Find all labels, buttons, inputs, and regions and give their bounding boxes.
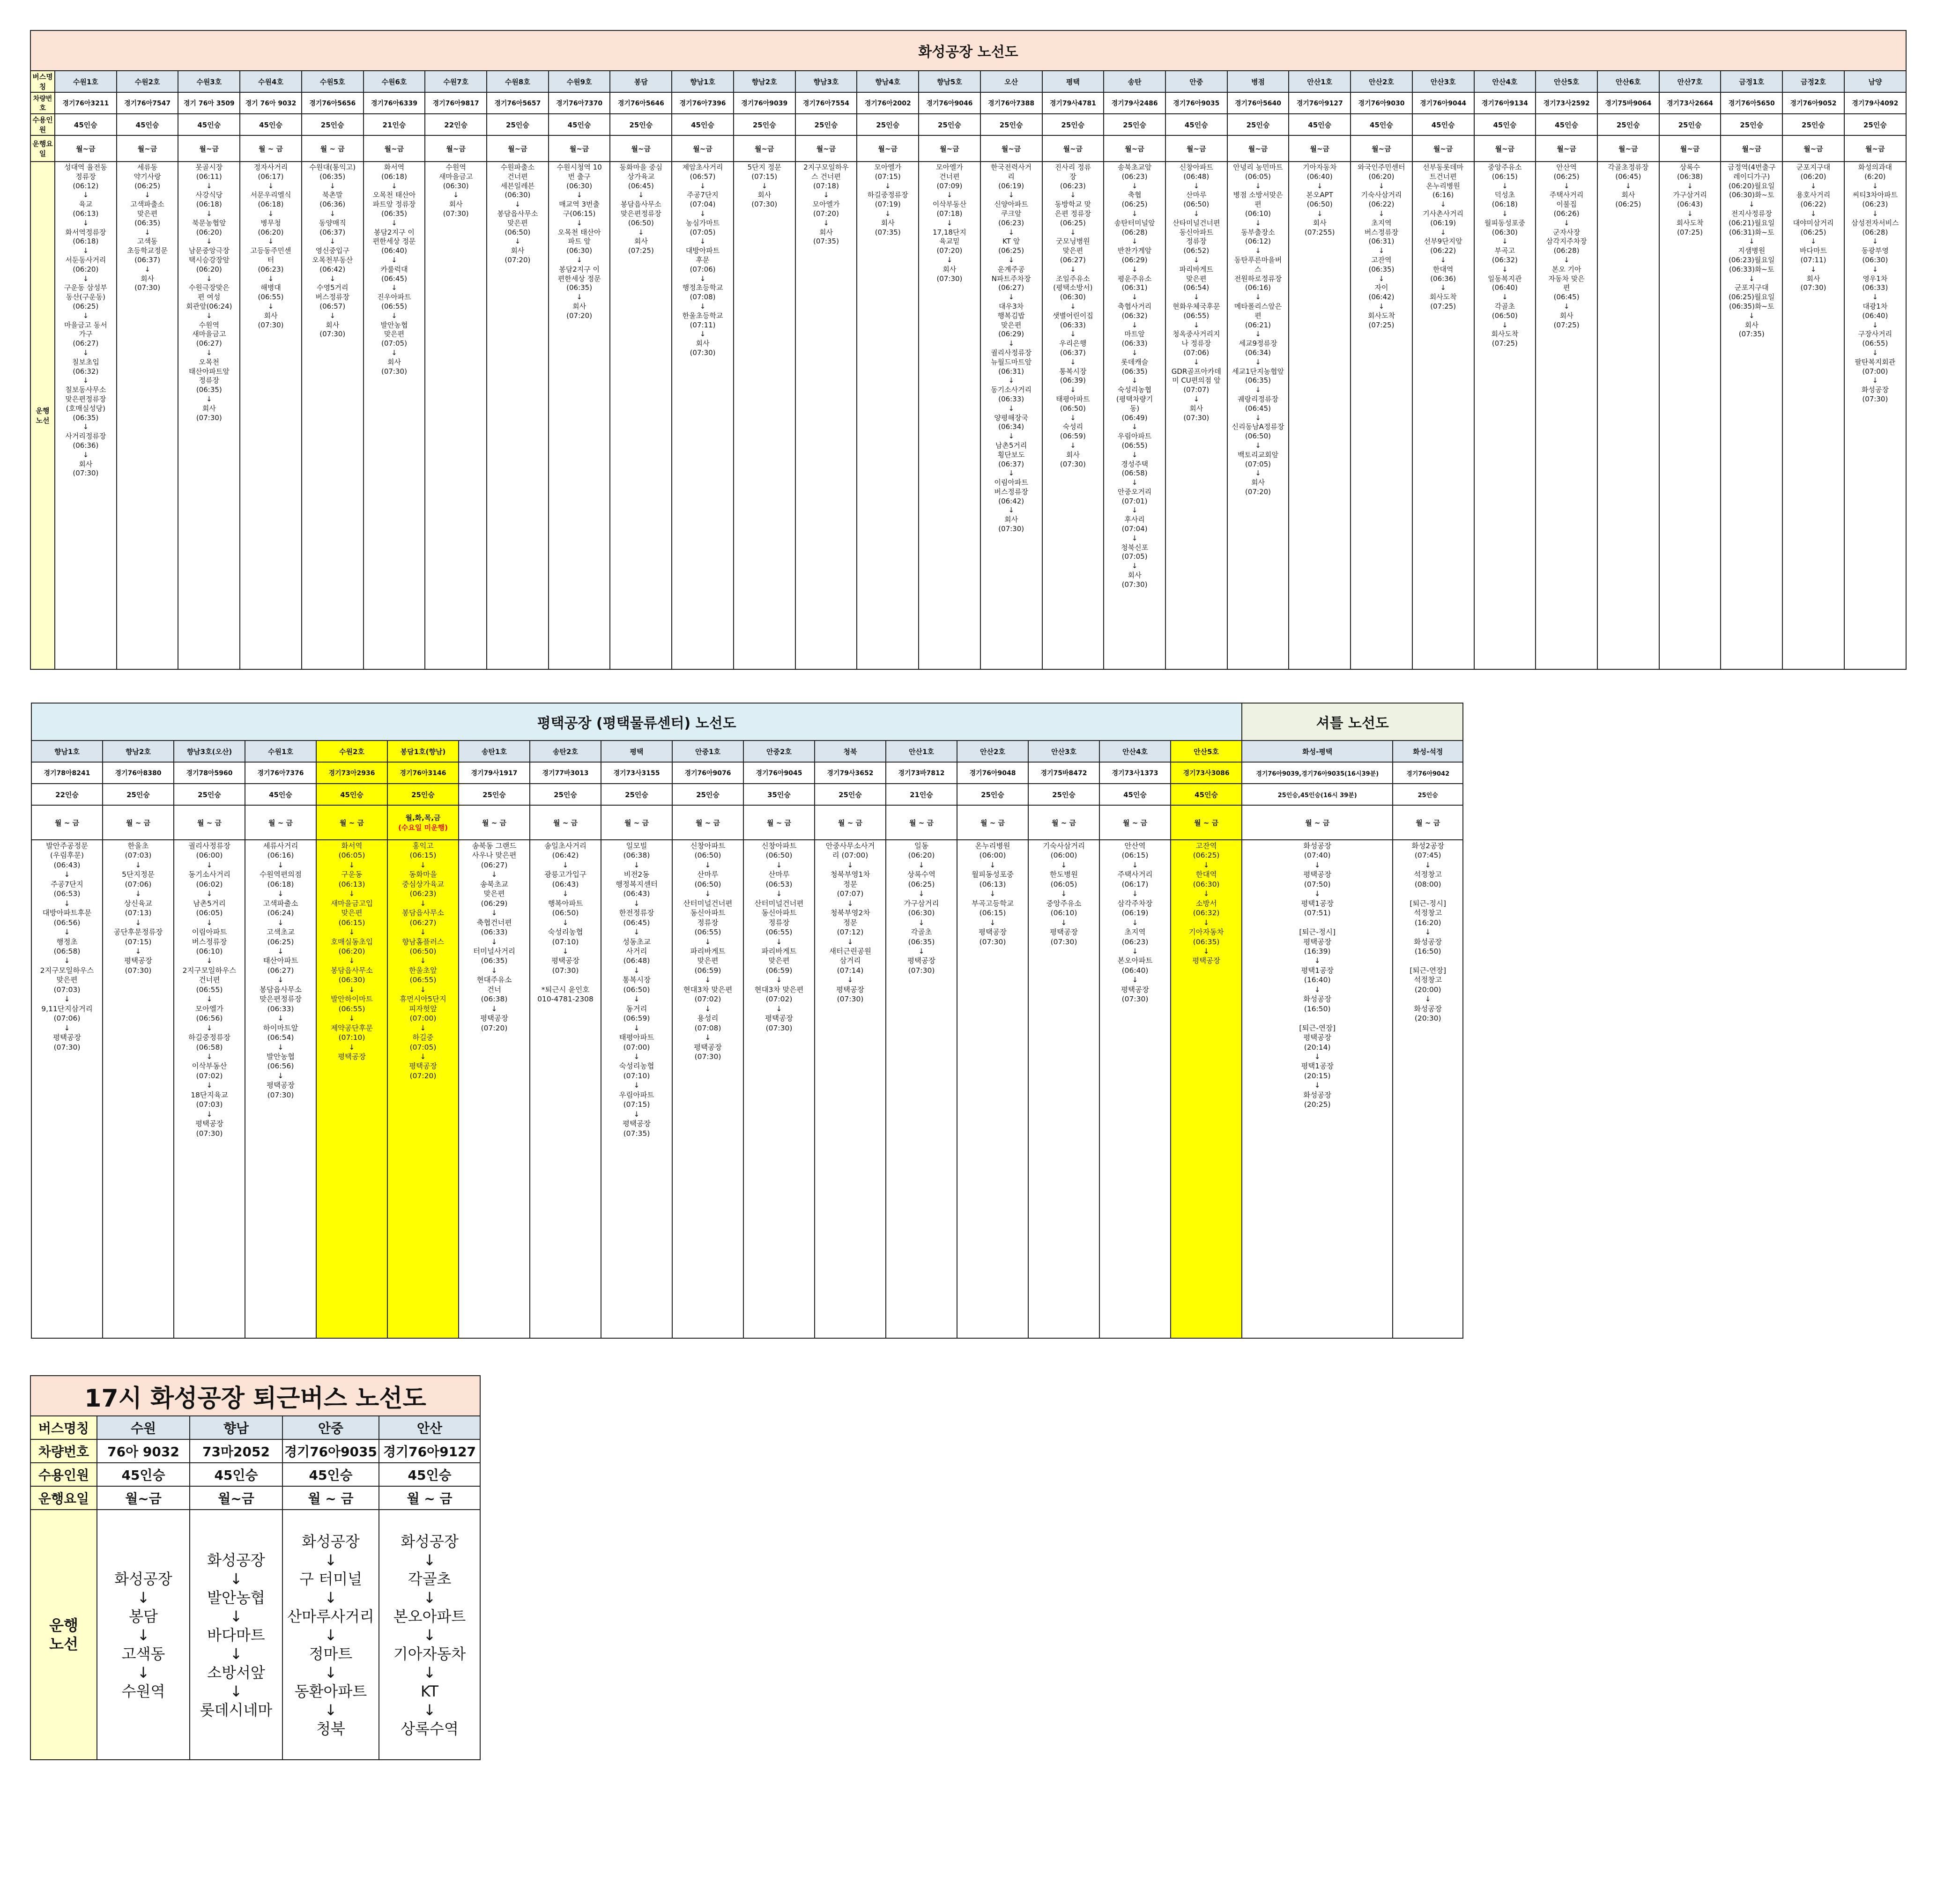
bus-name-cell: 안산1호 xyxy=(886,741,957,762)
evening-bus-name-cell: 안산 xyxy=(379,1416,480,1439)
evening-days-cell: 월~금 xyxy=(97,1486,190,1510)
capacity-cell: 25인승 xyxy=(1721,114,1782,135)
shuttle-route-cell: 화성2공장 (07:45) ↓ 석정창고 (08:00) [퇴근-정시] 석정창고 (16:20) ↓ 화성공장 (16:50) [퇴근-연장] 석정창고 (20:00) ↓ 화성공장 (20:30) xyxy=(1393,840,1463,1338)
evening-days-cell: 월 ~ 금 xyxy=(282,1486,379,1510)
capacity-cell: 25인승 xyxy=(1597,114,1659,135)
capacity-cell: 25인승 xyxy=(795,114,857,135)
shuttle-capacity-cell: 25인승 xyxy=(1393,784,1463,805)
capacity-cell: 45인승 xyxy=(1099,784,1171,805)
route-cell: 송북동 그랜드 사우나 맞은편 (06:27) ↓ 송북초교 맞은편 (06:29) ↓ 축협건너편 (06:33) ↓ 터미널사거리 (06:35) ↓ 현대주유소 건너 (06:38) ↓ 평택공장 (07:20) xyxy=(459,840,530,1338)
days-cell: 월~금 xyxy=(1597,135,1659,162)
plate-cell: 경기79사1917 xyxy=(459,762,530,784)
days-cell: 월~금 xyxy=(1721,135,1782,162)
route-cell: 수원역 새마을금고 (06:30) ↓ 회사 (07:30) xyxy=(425,162,487,669)
capacity-cell: 45인승 xyxy=(117,114,178,135)
evening-days-cell: 월~금 xyxy=(190,1486,282,1510)
evening-plate-cell: 73마2052 xyxy=(190,1439,282,1463)
days-cell: 월 ~ 금 xyxy=(316,805,387,840)
bus-name-cell: 금정2호 xyxy=(1782,71,1844,92)
route-cell: 못골시장 (06:11) ↓ 사강식당 (06:18) ↓ 북문농협앞 (06:20) ↓ 남문중앙극장 택시승강장앞 (06:20) ↓ 수원극장맞은 편 여성 회관앞(06:24) ↓ 수원역 새마을금고 (06:27) ↓ 오목천 태산아파트앞 정류장 (06:35) ↓ 회사 (07:30) xyxy=(178,162,240,669)
days-cell: 월~금 xyxy=(1104,135,1165,162)
capacity-cell: 25인승 xyxy=(487,114,549,135)
route-cell: 세류동 약기사랑 (06:25) ↓ 고색파출소 맞은편 (06:35) ↓ 고색동 초등학교정문 (06:37) ↓ 회사 (07:30) xyxy=(117,162,178,669)
shuttle-days-cell: 월 ~ 금 xyxy=(1242,805,1393,840)
capacity-cell: 25인승 xyxy=(734,114,795,135)
bus-name-cell: 안산5호 xyxy=(1536,71,1597,92)
route-cell: 제암초사거리 (06:57) ↓ 주공7단지 (07:04) ↓ 농심가마트 (07:05) ↓ 대방아파트 후문 (07:06) ↓ 행정초등학교 (07:08) ↓ 한울초등학교 (07:11) ↓ 회사 (07:30) xyxy=(672,162,734,669)
route-cell: 화성의과대 (6:20) ↓ 씨티3차아파트 (06:23) ↓ 삼성전자서비스 (06:28) ↓ 동광부영 (06:30) ↓ 영우1차 (06:33) ↓ 대광1차 (06:40) ↓ 구장사거리 (06:55) ↓ 팔탄복지회관 (07:00) ↓ 화성공장 (07:30) xyxy=(1844,162,1906,669)
capacity-cell: 25인승 xyxy=(601,784,672,805)
route-cell: 세류사거리 (06:16) ↓ 수원역편의점 (06:18) ↓ 고색파출소 (06:24) ↓ 고색초교 (06:25) ↓ 태산아파트 (06:27) ↓ 봉담읍사무소 맞은편정류장 (06:33) ↓ 하이마트앞 (06:54) ↓ 발안농협 (06:56) ↓ 평택공장 (07:30) xyxy=(245,840,316,1338)
route-cell: 온누리병원 (06:00) ↓ 월피동성포중 (06:13) ↓ 부곡고등학교 (06:15) ↓ 평택공장 (07:30) xyxy=(957,840,1028,1338)
plate-cell: 경기 76아 3509 xyxy=(178,92,240,114)
route-cell: 진사리 정류 장 (06:23) ↓ 동방학교 맞 은편 정류장 (06:25) ↓ 굿모닝병원 맞은편 (06:27) ↓ 조일주유소 (평택소방서) (06:30) ↓ 샛별어린이집 (06:33) ↓ 우리은행 (06:37) ↓ 통복시장 (06:39) ↓ 태평아파트 (06:50) ↓ 숙성리 (06:59) ↓ 회사 (07:30) xyxy=(1042,162,1104,669)
bus-name-cell: 남양 xyxy=(1844,71,1906,92)
route-cell: 궐리사정류장 (06:00) ↓ 동기소사거리 (06:02) ↓ 남촌5거리 (06:05) ↓ 이림아파트 버스정류장 (06:10) ↓ 2지구모일하우스 건너편 (06:55) ↓ 모아엘가 (06:56) ↓ 하길중정류장 (06:58) ↓ 이삭부동산 (07:02) ↓ 18단지육교 (07:03) ↓ 평택공장 (07:30) xyxy=(174,840,245,1338)
bus-name-cell: 송탄1호 xyxy=(459,741,530,762)
plate-cell: 경기78아8241 xyxy=(31,762,103,784)
capacity-cell: 45인승 xyxy=(1412,114,1474,135)
plate-cell: 경기76아8380 xyxy=(103,762,174,784)
plate-cell: 경기76아9035 xyxy=(1165,92,1227,114)
plate-cell: 경기76아7388 xyxy=(980,92,1042,114)
capacity-cell: 25인승 xyxy=(1659,114,1721,135)
route-cell: 안중사무소사거 리 (07:00) ↓ 청북부영1차 정문 (07:07) ↓ 청북부영2차 정문 (07:12) ↓ 새터근린공원 삼거리 (07:14) ↓ 평택공장 (07:30) xyxy=(815,840,886,1338)
bus-name-cell: 병점 xyxy=(1227,71,1289,92)
days-label: 운행요일 xyxy=(30,1486,97,1510)
route-cell: 일동 (06:20) ↓ 상록수역 (06:25) ↓ 가구삼거리 (06:30) ↓ 각골초 (06:35) ↓ 평택공장 (07:30) xyxy=(886,840,957,1338)
bus-name-cell: 향남5호 xyxy=(919,71,980,92)
capacity-cell: 25인승 xyxy=(459,784,530,805)
route-cell: 수원파출소 건너편 세븐일레븐 (06:30) ↓ 봉담읍사무소 맞은편 (06:50) ↓ 회사 (07:20) xyxy=(487,162,549,669)
capacity-cell: 25인승 xyxy=(957,784,1028,805)
bus-name-cell: 수원6호 xyxy=(364,71,425,92)
evening-capacity-cell: 45인승 xyxy=(97,1463,190,1486)
route-cell: 와국인주민센터 (06:20) ↓ 기숙사삼거리 (06:22) ↓ 초지역 버스정류장 (06:31) ↓ 고잔역 (06:35) ↓ 자이 (06:42) ↓ 회사도착 (07:25) xyxy=(1351,162,1412,669)
bus_name-label: 버스명칭 xyxy=(30,1416,97,1439)
plate-cell: 경기76아5650 xyxy=(1721,92,1782,114)
capacity-cell: 22인승 xyxy=(31,784,103,805)
bus-name-cell: 수원7호 xyxy=(425,71,487,92)
plate-cell: 경기76아7396 xyxy=(672,92,734,114)
bus-name-cell: 안산3호 xyxy=(1412,71,1474,92)
capacity-cell: 25인승 xyxy=(387,784,459,805)
route-cell: 발안주공정문 (우림후문) (06:43) ↓ 주공7단지 (06:53) ↓ 대방아파트후문 (06:56) ↓ 행정초 (06:58) ↓ 2지구모일하우스 맞은편 (07:03) ↓ 9,11단지삼거리 (07:06) ↓ 평택공장 (07:30) xyxy=(31,840,103,1338)
capacity-cell: 25인승 xyxy=(530,784,601,805)
bus-name-cell: 안중 xyxy=(1165,71,1227,92)
capacity-cell: 45인승 xyxy=(672,114,734,135)
route-cell: 수원대(통익고) (06:35) ↓ 북촌말 (06:36) ↓ 동양매직 (06:37) ↓ 영신중입구 오목천부동산 (06:42) ↓ 수영5거리 버스정류장 (06:57) ↓ 회사 (07:30) xyxy=(302,162,364,669)
capacity-cell: 45인승 xyxy=(316,784,387,805)
capacity-cell: 25인승 xyxy=(1042,114,1104,135)
days-cell: 월~금 xyxy=(1289,135,1351,162)
capacity-cell: 45인승 xyxy=(1351,114,1412,135)
days-cell: 월 ~ 금 xyxy=(886,805,957,840)
plate-cell: 경기76아9134 xyxy=(1474,92,1536,114)
evening-bus-name-cell: 안중 xyxy=(282,1416,379,1439)
evening-days-cell: 월 ~ 금 xyxy=(379,1486,480,1510)
plate-cell: 경기76아7547 xyxy=(117,92,178,114)
capacity-cell: 45인승 xyxy=(178,114,240,135)
bus-name-cell: 안산4호 xyxy=(1474,71,1536,92)
evening-bus-name-cell: 향남 xyxy=(190,1416,282,1439)
days-cell: 월~금 xyxy=(980,135,1042,162)
days-cell: 월~금 xyxy=(1844,135,1906,162)
plate-cell: 경기76아6339 xyxy=(364,92,425,114)
bus-name-cell: 향남1호 xyxy=(31,741,103,762)
days-cell: 월 ~ 금 xyxy=(1171,805,1242,840)
evening-route-cell: 화성공장 ↓ 각골초 ↓ 본오아파트 ↓ 기아자동차 ↓ KT ↓ 상록수역 xyxy=(379,1510,480,1760)
capacity-cell: 21인승 xyxy=(886,784,957,805)
bus-name-cell: 수원3호 xyxy=(178,71,240,92)
bus-name-cell: 향남2호 xyxy=(734,71,795,92)
bus-name-cell: 향남3호(오산) xyxy=(174,741,245,762)
evening-plate-cell: 경기76아9035 xyxy=(282,1439,379,1463)
bus-name-cell: 청북 xyxy=(815,741,886,762)
evening-route-cell: 화성공장 ↓ 구 터미널 ↓ 산마루사거리 ↓ 정마트 ↓ 동환아파트 ↓ 청북 xyxy=(282,1510,379,1760)
route-cell: 일모빌 (06:38) ↓ 비전2동 행정복지센터 (06:43) ↓ 한전정류장 (06:45) ↓ 성동초교 사거리 (06:48) ↓ 통복시장 (06:50) ↓ 동거리 (06:59) ↓ 태평아파트 (07:00) ↓ 숙성리농협 (07:10) ↓ 우림아파트 (07:15) ↓ 평택공장 (07:35) xyxy=(601,840,672,1338)
bus-name-cell: 봉담 xyxy=(610,71,672,92)
route-cell: 안녕리 농민마트 (06:05) ↓ 병점 소방서맞은 편 (06:10) ↓ 동부출장소 (06:12) ↓ 동탄푸른마을버 스 전원하로정류장 (06:16) ↓ 메타폴리스앞은 편 (06:21) ↓ 세교9정류장 (06:34) ↓ 세교1단지농협앞 (06:35) ↓ 궤랑리정류장 (06:45) ↓ 신리동남A정류장 (06:50) ↓ 백토리교회앞 (07:05) ↓ 회사 (07:20) xyxy=(1227,162,1289,669)
days-cell: 월~금 xyxy=(1165,135,1227,162)
capacity-cell: 45인승 xyxy=(240,114,302,135)
route-cell: 상록수 (06:38) ↓ 가구삼거리 (06:43) ↓ 회사도착 (07:25) xyxy=(1659,162,1721,669)
evening-plate-cell: 76아 9032 xyxy=(97,1439,190,1463)
bus-name-cell: 수원5호 xyxy=(302,71,364,92)
plate-cell: 경기77바3013 xyxy=(530,762,601,784)
evening-plate-cell: 경기76아9127 xyxy=(379,1439,480,1463)
days-cell: 월 ~ 금 xyxy=(1099,805,1171,840)
days-cell: 월~금 xyxy=(364,135,425,162)
capacity-cell: 25인승 xyxy=(980,114,1042,135)
bus-name-cell: 안산2호 xyxy=(1351,71,1412,92)
bus-name-cell: 오산 xyxy=(980,71,1042,92)
days-cell: 월~금 xyxy=(1227,135,1289,162)
days-cell: 월 ~ 금 xyxy=(103,805,174,840)
days-cell: 월~금 xyxy=(117,135,178,162)
capacity-cell: 35인승 xyxy=(743,784,815,805)
route-cell: 2지구모일하우 스 건너편 (07:18) ↓ 모아엘가 (07:20) ↓ 회사 (07:35) xyxy=(795,162,857,669)
capacity-cell: 25인승 xyxy=(815,784,886,805)
capacity-cell: 25인승 xyxy=(1782,114,1844,135)
days-cell: 월~금 xyxy=(1474,135,1536,162)
bus-name-cell: 안중1호 xyxy=(672,741,743,762)
days-cell: 월~금 xyxy=(549,135,610,162)
plate-cell: 경기73아2936 xyxy=(316,762,387,784)
capacity-cell: 45인승 xyxy=(549,114,610,135)
plate-cell: 경기76아2002 xyxy=(857,92,919,114)
bus-name-cell: 봉담1호(향남) xyxy=(387,741,459,762)
days-cell: 월~금 xyxy=(610,135,672,162)
days-cell: 월 ~ 금 xyxy=(174,805,245,840)
plate-cell: 경기76아5657 xyxy=(487,92,549,114)
route-cell: 화서역 (06:05) ↓ 구운동 (06:13) ↓ 새마을금고입 맞은편 (06:15) ↓ 호매실동초입 (06:20) ↓ 봉담읍사무소 (06:30) ↓ 발안하이마트 (06:55) ↓ 제약공단후문 (07:10) ↓ 평택공장 xyxy=(316,840,387,1338)
route-cell: 정자사거리 (06:17) ↓ 서문우리엘식 (06:18) ↓ 병무청 (06:20) ↓ 고등동주민센 터 (06:23) ↓ 해병대 (06:55) ↓ 회사 (07:30) xyxy=(240,162,302,669)
capacity-cell: 25인승 xyxy=(857,114,919,135)
plate-cell: 경기73사1373 xyxy=(1099,762,1171,784)
route-cell: 송일초사거리 (06:42) ↓ 광릉고가입구 (06:43) ↓ 행복아파트 (06:50) ↓ 숙성리농협 (07:10) ↓ 평택공장 (07:30) *퇴근시 윤인호 010-4781-2308 xyxy=(530,840,601,1338)
bus-name-cell: 수원2호 xyxy=(117,71,178,92)
capacity-label: 수용인원 xyxy=(30,114,55,135)
plate-cell: 경기76아9039 xyxy=(734,92,795,114)
bus-name-cell: 수원4호 xyxy=(240,71,302,92)
evening-capacity-cell: 45인승 xyxy=(282,1463,379,1486)
days-cell: 월~금 xyxy=(795,135,857,162)
plate-cell: 경기73사3086 xyxy=(1171,762,1242,784)
days-cell: 월~금 xyxy=(1351,135,1412,162)
bus-name-cell: 안산2호 xyxy=(957,741,1028,762)
hwaseong-title: 화성공장 노선도 xyxy=(30,30,1906,71)
route-cell: 모아엘가 (07:15) ↓ 하길중정류장 (07:19) ↓ 회사 (07:35) xyxy=(857,162,919,669)
route-cell: 금정역(4번출구 레이디가구) (06:20)월요일 (06:30)화~토 ↓ 전지사정류장 (06:21)월요일 (06:31)화~토 ↓ 지샘병원 (06:23)월요일 (06:33)화~토 ↓ 군포지구대 (06:25)월요일 (06:35)화~토 ↓ 회사 (07:35) xyxy=(1721,162,1782,669)
route-cell: 기숙사삼거리 (06:00) ↓ 한도병원 (06:05) ↓ 중앙주유소 (06:10) ↓ 평택공장 (07:30) xyxy=(1028,840,1099,1338)
days-cell: 월~금 xyxy=(425,135,487,162)
route-cell: 기아자동차 (06:40) ↓ 본오APT (06:50) ↓ 회사 (07:255) xyxy=(1289,162,1351,669)
plate-cell: 경기78아5960 xyxy=(174,762,245,784)
plate-cell: 경기79사4781 xyxy=(1042,92,1104,114)
bus-name-cell: 향남1호 xyxy=(672,71,734,92)
plate-cell: 경기76아9052 xyxy=(1782,92,1844,114)
days-cell: 월~금 xyxy=(178,135,240,162)
days-cell: 월 ~ 금 xyxy=(245,805,316,840)
days-cell: 월~금 xyxy=(734,135,795,162)
days-cell: 월~금 xyxy=(1536,135,1597,162)
capacity-cell: 45인승 xyxy=(245,784,316,805)
bus-name-cell: 수원1호 xyxy=(245,741,316,762)
capacity-label: 수용인원 xyxy=(30,1463,97,1486)
days-cell: 월~금 xyxy=(1782,135,1844,162)
route-cell: 한국전력사거 리 (06:19) ↓ 신양아파트 쿠크앞 (06:23) ↓ KT 앞 (06:25) ↓ 운계주공 N파트주차장 (06:27) ↓ 대우3차 행복김밥 맞은편 (06:29) ↓ 궐리사정류장 뉴월드마트앞 (06:31) ↓ 동기소사거리 (06:33) ↓ 양평해장국 (06:34) ↓ 남촌5거리 횡단보도 (06:37) ↓ 이림아파트 버스정류장 (06:42) ↓ 회사 (07:30) xyxy=(980,162,1042,669)
days-cell: 월 ~ 금 xyxy=(957,805,1028,840)
plate-cell: 경기76아5646 xyxy=(610,92,672,114)
capacity-cell: 25인승 xyxy=(610,114,672,135)
evening-route-cell: 화성공장 ↓ 발안농협 ↓ 바다마트 ↓ 소방서앞 ↓ 롯데시네마 xyxy=(190,1510,282,1760)
route-cell: 5단지 정문 (07:15) ↓ 회사 (07:30) xyxy=(734,162,795,669)
evening-route-cell: 화성공장 ↓ 봉담 ↓ 고색동 ↓ 수원역 xyxy=(97,1510,190,1760)
route-cell: 수원시청역 10 번 출구 (06:30) ↓ 매교역 3번출 구(06:15) ↓ 오목천 태산아 파트 앞 (06:30) ↓ 봉담2지구 이 편한세상 정문 (06:35) ↓ 회사 (07:20) xyxy=(549,162,610,669)
days-cell: 월~금 xyxy=(1042,135,1104,162)
bus-name-cell: 평택 xyxy=(1042,71,1104,92)
days-cell: 월~금 xyxy=(672,135,734,162)
days-value: 월,화,목,금 xyxy=(405,814,441,822)
days-cell: 월~금 xyxy=(919,135,980,162)
days-cell: 월 ~ 금 xyxy=(601,805,672,840)
route-cell: 각골초정류장 (06:45) ↓ 회사 (06:25) xyxy=(1597,162,1659,669)
bus-name-cell: 안산6호 xyxy=(1597,71,1659,92)
plate-cell: 경기79사2486 xyxy=(1104,92,1165,114)
plate-cell: 경기76아9030 xyxy=(1351,92,1412,114)
days-cell: 월~금 xyxy=(1659,135,1721,162)
days-cell: 월 ~ 금 xyxy=(672,805,743,840)
route-cell: 고잔역 (06:25) ↓ 한대역 (06:30) ↓ 소방서 (06:32) ↓ 기아자동차 (06:35) ↓ 평택공장 xyxy=(1171,840,1242,1338)
capacity-cell: 45인승 xyxy=(1289,114,1351,135)
capacity-cell: 25인승 xyxy=(1028,784,1099,805)
capacity-cell: 45인승 xyxy=(1474,114,1536,135)
shuttle-plate-cell: 경기76아9039,경기76아9035(16시39분) xyxy=(1242,762,1393,784)
bus-name-cell: 향남2호 xyxy=(103,741,174,762)
plate-cell: 경기76아9076 xyxy=(672,762,743,784)
days-cell: 월 ~ 금 xyxy=(302,135,364,162)
bus-name-cell: 평택 xyxy=(601,741,672,762)
bus-name-cell: 송탄 xyxy=(1104,71,1165,92)
plate-cell: 경기73사2664 xyxy=(1659,92,1721,114)
shuttle-bus-name-cell: 화성-평택 xyxy=(1242,741,1393,762)
plate-cell: 경기75바9064 xyxy=(1597,92,1659,114)
plate-cell: 경기76아7554 xyxy=(795,92,857,114)
capacity-cell: 25인승 xyxy=(672,784,743,805)
plate-label: 차량번호 xyxy=(30,92,55,114)
route-cell: 안산역 (06:15) ↓ 주택사거리 (06:17) ↓ 삼각주차장 (06:19) ↓ 초지역 (06:23) ↓ 본오아파트 (06:40) ↓ 평택공장 (07:30) xyxy=(1099,840,1171,1338)
days-cell: 월 ~ 금 xyxy=(743,805,815,840)
capacity-cell: 25인승 xyxy=(103,784,174,805)
bus-name-cell: 송탄2호 xyxy=(530,741,601,762)
bus-name-cell: 수원1호 xyxy=(55,71,117,92)
plate-cell: 경기76아9045 xyxy=(743,762,815,784)
capacity-cell: 25인승 xyxy=(1104,114,1165,135)
plate-cell: 경기79사3652 xyxy=(815,762,886,784)
plate-cell: 경기76아9048 xyxy=(957,762,1028,784)
days-cell: 월 ~ 금 xyxy=(31,805,103,840)
shuttle-days-cell: 월 ~ 금 xyxy=(1393,805,1463,840)
capacity-cell: 45인승 xyxy=(1171,784,1242,805)
bus-name-cell: 수원2호 xyxy=(316,741,387,762)
shuttle-bus-name-cell: 화성-석정 xyxy=(1393,741,1463,762)
plate-cell: 경기73바7812 xyxy=(886,762,957,784)
route-cell: 송북초교앞 (06:23) ↓ 축협 (06:25) ↓ 송탄터미널앞 (06:28) ↓ 반찬가게앞 (06:29) ↓ 평운주유소 (06:31) ↓ 축협사거리 (06:32) ↓ 마트앞 (06:33) ↓ 롯데캐슬 (06:35) ↓ 숙성리농협 (평택차량기 동) (06:49) ↓ 우림아파트 (06:55) ↓ 경성주택 (06:58) ↓ 안중오거리 (07:01) ↓ 후사리 (07:04) ↓ 청북신포 (07:05) ↓ 회사 (07:30) xyxy=(1104,162,1165,669)
bus-name-cell: 안산1호 xyxy=(1289,71,1351,92)
pyeongtaek-route-table xyxy=(31,703,1463,1339)
days-cell: 월 ~ 금 xyxy=(1028,805,1099,840)
plate-cell: 경기76아5656 xyxy=(302,92,364,114)
plate-cell: 경기76아3211 xyxy=(55,92,117,114)
bus-name-cell: 안산3호 xyxy=(1028,741,1099,762)
days-cell xyxy=(387,805,459,840)
route-cell: 홍익고 (06:15) ↓ 동화마을 중심상가육교 (06:23) ↓ 봉담읍사무소 (06:27) ↓ 향남홈플러스 (06:50) ↓ 한울초앞 (06:55) ↓ 휴먼시아5단지 피자헛앞 (07:00) ↓ 하길중 (07:05) ↓ 평택공장 (07:20) xyxy=(387,840,459,1338)
capacity-cell: 22인승 xyxy=(425,114,487,135)
plate-cell: 경기76아7376 xyxy=(245,762,316,784)
bus_name-label: 버스명칭 xyxy=(30,71,55,92)
route-cell: 중앙주유소 (06:15) ↓ 덕성초 (06:18) ↓ 월피동성포중 (06:30) ↓ 부곡고 (06:32) ↓ 일동복지관 (06:40) ↓ 각골초 (06:50) ↓ 회사도착 (07:25) xyxy=(1474,162,1536,669)
route-cell: 한울초 (07:03) ↓ 5단지정문 (07:06) ↓ 상신육교 (07:13) ↓ 공단후문정류장 (07:15) ↓ 평택공장 (07:30) xyxy=(103,840,174,1338)
bus-name-cell: 향남4호 xyxy=(857,71,919,92)
plate-cell: 경기76아9127 xyxy=(1289,92,1351,114)
plate-cell: 경기73사3155 xyxy=(601,762,672,784)
days-cell: 월 ~ 금 xyxy=(459,805,530,840)
shuttle-capacity-cell: 25인승,45인승(16시 39분) xyxy=(1242,784,1393,805)
capacity-cell: 45인승 xyxy=(1536,114,1597,135)
evening-bus-name-cell: 수원 xyxy=(97,1416,190,1439)
days-cell: 월 ~ 금 xyxy=(240,135,302,162)
plate-cell: 경기73사2592 xyxy=(1536,92,1597,114)
route-cell: 선부동롯데마 트건너편 온누리병원 (6:16) ↓ 기사촌사거리 (06:19) ↓ 선부9단지앞 (06:22) ↓ 한대역 (06:36) ↓ 회사도착 (07:25) xyxy=(1412,162,1474,669)
plate-cell: 경기76아5640 xyxy=(1227,92,1289,114)
days-cell: 월 ~ 금 xyxy=(815,805,886,840)
bus-name-cell: 금정1호 xyxy=(1721,71,1782,92)
days-cell: 월~금 xyxy=(487,135,549,162)
plate-cell: 경기76아3146 xyxy=(387,762,459,784)
days-cell: 월~금 xyxy=(55,135,117,162)
evening-capacity-cell: 45인승 xyxy=(190,1463,282,1486)
shuttle-plate-cell: 경기76아9042 xyxy=(1393,762,1463,784)
route-cell: 성대역 율전동 정류장 (06:12) ↓ 육교 (06:13) ↓ 화서역정류장 (06:18) ↓ 서둔동사거리 (06:20) ↓ 구운동 삼성부 동산(구운동) (06:25) ↓ 마을금고 동서 가구 (06:27) ↓ 칠보초입 (06:32) ↓ 칠보동사무소 맞은편정류장 (호매실성당) (06:35) ↓ 사거리정류장 (06:36) ↓ 회사 (07:30) xyxy=(55,162,117,669)
capacity-cell: 25인승 xyxy=(1227,114,1289,135)
capacity-cell: 45인승 xyxy=(55,114,117,135)
pyeongtaek-title: 평택공장 (평택물류센터) 노선도 xyxy=(31,703,1242,741)
bus-name-cell: 안산5호 xyxy=(1171,741,1242,762)
plate-cell: 경기75바8472 xyxy=(1028,762,1099,784)
bus-name-cell: 향남3호 xyxy=(795,71,857,92)
plate-cell: 경기76아9817 xyxy=(425,92,487,114)
capacity-cell: 45인승 xyxy=(1165,114,1227,135)
bus-name-cell: 수원8호 xyxy=(487,71,549,92)
route-label: 운행 노선 xyxy=(30,1510,97,1760)
days-cell: 월 ~ 금 xyxy=(530,805,601,840)
route-label: 운행 노선 xyxy=(30,162,55,669)
days-note: (수요일 미운행) xyxy=(398,823,448,832)
evening-title: 17시 화성공장 퇴근버스 노선도 xyxy=(30,1376,480,1416)
bus-name-cell: 수원9호 xyxy=(549,71,610,92)
evening-capacity-cell: 45인승 xyxy=(379,1463,480,1486)
plate-label: 차량번호 xyxy=(30,1439,97,1463)
route-cell: 안산역 (06:25) ↓ 주택사거리 이불집 (06:26) ↓ 군자사장 삼각지주차장 (06:28) ↓ 본오 기아 자동차 맞은 편 (06:45) ↓ 회사 (07:25) xyxy=(1536,162,1597,669)
bus-name-cell: 안중2호 xyxy=(743,741,815,762)
hwaseong-route-table xyxy=(30,30,1907,670)
route-cell: 동화마을 중심 상가육교 (06:45) ↓ 봉담읍사무소 맞은편정류장 (06:50) ↓ 회사 (07:25) xyxy=(610,162,672,669)
route-cell: 모아엘가 건너편 (07:09) ↓ 이삭부동산 (07:18) ↓ 17,18단지 육교밑 (07:20) ↓ 회사 (07:30) xyxy=(919,162,980,669)
capacity-cell: 25인승 xyxy=(1844,114,1906,135)
bus-name-cell: 안산7호 xyxy=(1659,71,1721,92)
days-cell: 월~금 xyxy=(1412,135,1474,162)
plate-cell: 경기 76아 9032 xyxy=(240,92,302,114)
bus-name-cell: 안산4호 xyxy=(1099,741,1171,762)
capacity-cell: 25인승 xyxy=(919,114,980,135)
route-cell: 신창아파트 (06:48) ↓ 산마루 (06:50) ↓ 산타미널건너편 동신아파트 정류장 (06:52) ↓ 파리바게트 맞은편 (06:54) ↓ 현화우체국후문 (06:55) ↓ 청옥중사거리지 나 정류장 (07:06) ↓ GDR골프아카데 미 CU편의점 앞 (07:07) ↓ 회사 (07:30) xyxy=(1165,162,1227,669)
evening-route-table xyxy=(30,1375,481,1760)
capacity-cell: 21인승 xyxy=(364,114,425,135)
shuttle-title: 셔틀 노선도 xyxy=(1242,703,1463,741)
route-cell: 화서역 (06:18) ↓ 오목천 태산아 파트앞 정류장 (06:35) ↓ 봉담2지구 이 편한세상 정문 (06:40) ↓ 카룰럭대 (06:45) ↓ 진우아파트 (06:55) ↓ 발안농협 맞은편 (07:05) ↓ 회사 (07:30) xyxy=(364,162,425,669)
route-cell: 신창아파트 (06:50) ↓ 산마루 (06:50) ↓ 산터미널건너편 동신아파트 정류장 (06:55) ↓ 파리바게트 맞은편 (06:59) ↓ 현대3차 맞은편 (07:02) ↓ 용성리 (07:08) ↓ 평택공장 (07:30) xyxy=(672,840,743,1338)
plate-cell: 경기76아9044 xyxy=(1412,92,1474,114)
plate-cell: 경기79사4092 xyxy=(1844,92,1906,114)
plate-cell: 경기76아9046 xyxy=(919,92,980,114)
capacity-cell: 25인승 xyxy=(174,784,245,805)
days-cell: 월~금 xyxy=(857,135,919,162)
shuttle-route-cell: 화성공장 (07:40) ↓ 평택공장 (07:50) ↓ 평택1공장 (07:51) [퇴근-정시] 평택공장 (16:39) ↓ 평택1공장 (16:40) ↓ 화성공장 (16:50) [퇴근-연장] 평택공장 (20:14) ↓ 평택1공장 (20:15) ↓ 화성공장 (20:25) xyxy=(1242,840,1393,1338)
plate-cell: 경기76아7370 xyxy=(549,92,610,114)
capacity-cell: 25인승 xyxy=(302,114,364,135)
route-cell: 신창아파트 (06:50) ↓ 산마루 (06:53) ↓ 산터미널건너편 동신아파트 정류장 (06:55) ↓ 파리바게트 맞은편 (06:59) ↓ 현대3차 맞은편 (07:02) ↓ 평택공장 (07:30) xyxy=(743,840,815,1338)
days-label: 운행요일 xyxy=(30,135,55,162)
route-cell: 군포지구대 (06:20) ↓ 용호사거리 (06:22) ↓ 대야미삼거리 (06:25) ↓ 바다마트 (07:11) ↓ 회사 (07:30) xyxy=(1782,162,1844,669)
